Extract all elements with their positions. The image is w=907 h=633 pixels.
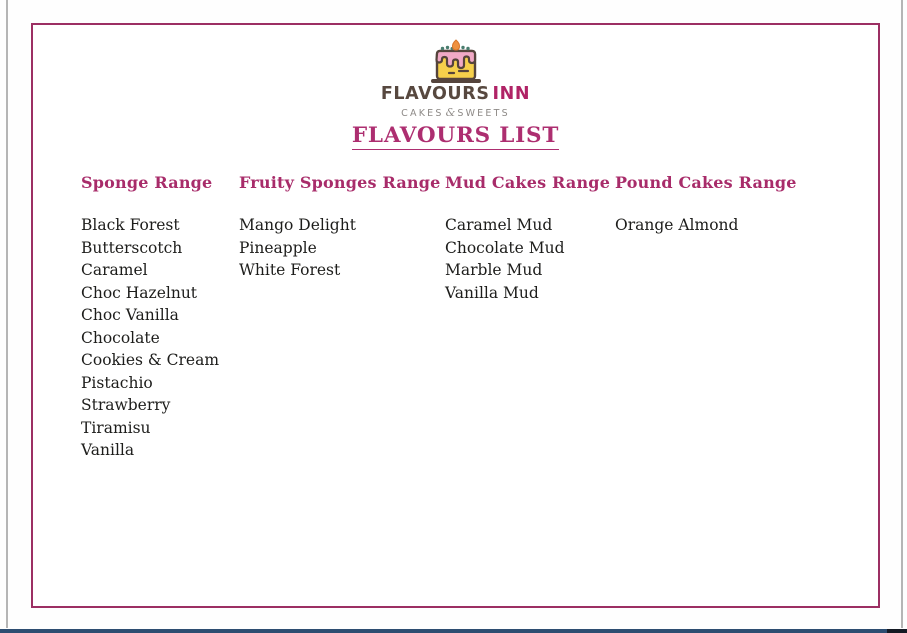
flavour-item: White Forest	[239, 261, 341, 280]
document-page-border	[31, 23, 880, 608]
tagline-cakes: CAKES	[401, 108, 444, 120]
flavour-item: Cookies & Cream	[81, 351, 220, 370]
flavour-column-2	[445, 173, 615, 462]
column-header: Pound Cakes Range	[615, 173, 797, 193]
column-items	[445, 214, 615, 304]
flavour-item: Chocolate Mud	[445, 238, 565, 257]
column-items	[81, 214, 239, 462]
column-header: Sponge Range	[81, 173, 213, 193]
flavour-columns	[33, 173, 878, 462]
flavour-item: Black Forest	[81, 216, 180, 235]
flavour-item: Pineapple	[239, 238, 317, 257]
flavour-item: Chocolate	[81, 328, 160, 347]
page-edge-right	[901, 0, 903, 628]
flavour-item: Caramel Mud	[445, 216, 553, 235]
flavour-item: Tiramisu	[81, 418, 151, 437]
page-edge-left	[6, 0, 8, 628]
flavour-item: Orange Almond	[615, 216, 739, 235]
column-items	[615, 214, 797, 237]
window-bottom-edge	[0, 629, 907, 633]
flavour-column-1	[239, 173, 445, 462]
flavour-item: Mango Delight	[239, 216, 356, 235]
cake-logo-icon	[425, 38, 487, 84]
flavour-item: Caramel	[81, 261, 148, 280]
flavour-column-0	[81, 173, 239, 462]
flavour-item: Pistachio	[81, 373, 153, 392]
brand-tagline	[401, 106, 510, 119]
flavour-item: Choc Hazelnut	[81, 283, 198, 302]
flavour-column-3	[615, 173, 797, 462]
window-bottom-edge-corner	[887, 629, 907, 633]
logo-block	[33, 25, 878, 150]
brand-name	[381, 85, 530, 103]
flavour-item: Butterscotch	[81, 238, 183, 257]
page-title: FLAVOURS LIST	[351, 123, 560, 149]
flavour-item: Choc Vanilla	[81, 306, 179, 325]
flavour-item: Vanilla Mud	[445, 283, 539, 302]
column-header: Mud Cakes Range	[445, 173, 611, 193]
flavour-item: Strawberry	[81, 396, 171, 415]
tagline-ampersand-icon: &	[445, 106, 456, 120]
column-header: Fruity Sponges Range	[239, 173, 441, 193]
flavour-item: Marble Mud	[445, 261, 543, 280]
column-items	[239, 214, 445, 282]
tagline-sweets: SWEETS	[457, 108, 510, 120]
brand-name-secondary: INN	[492, 84, 531, 104]
brand-name-primary: FLAVOURS	[380, 84, 490, 104]
flavour-item: Vanilla	[81, 441, 135, 460]
